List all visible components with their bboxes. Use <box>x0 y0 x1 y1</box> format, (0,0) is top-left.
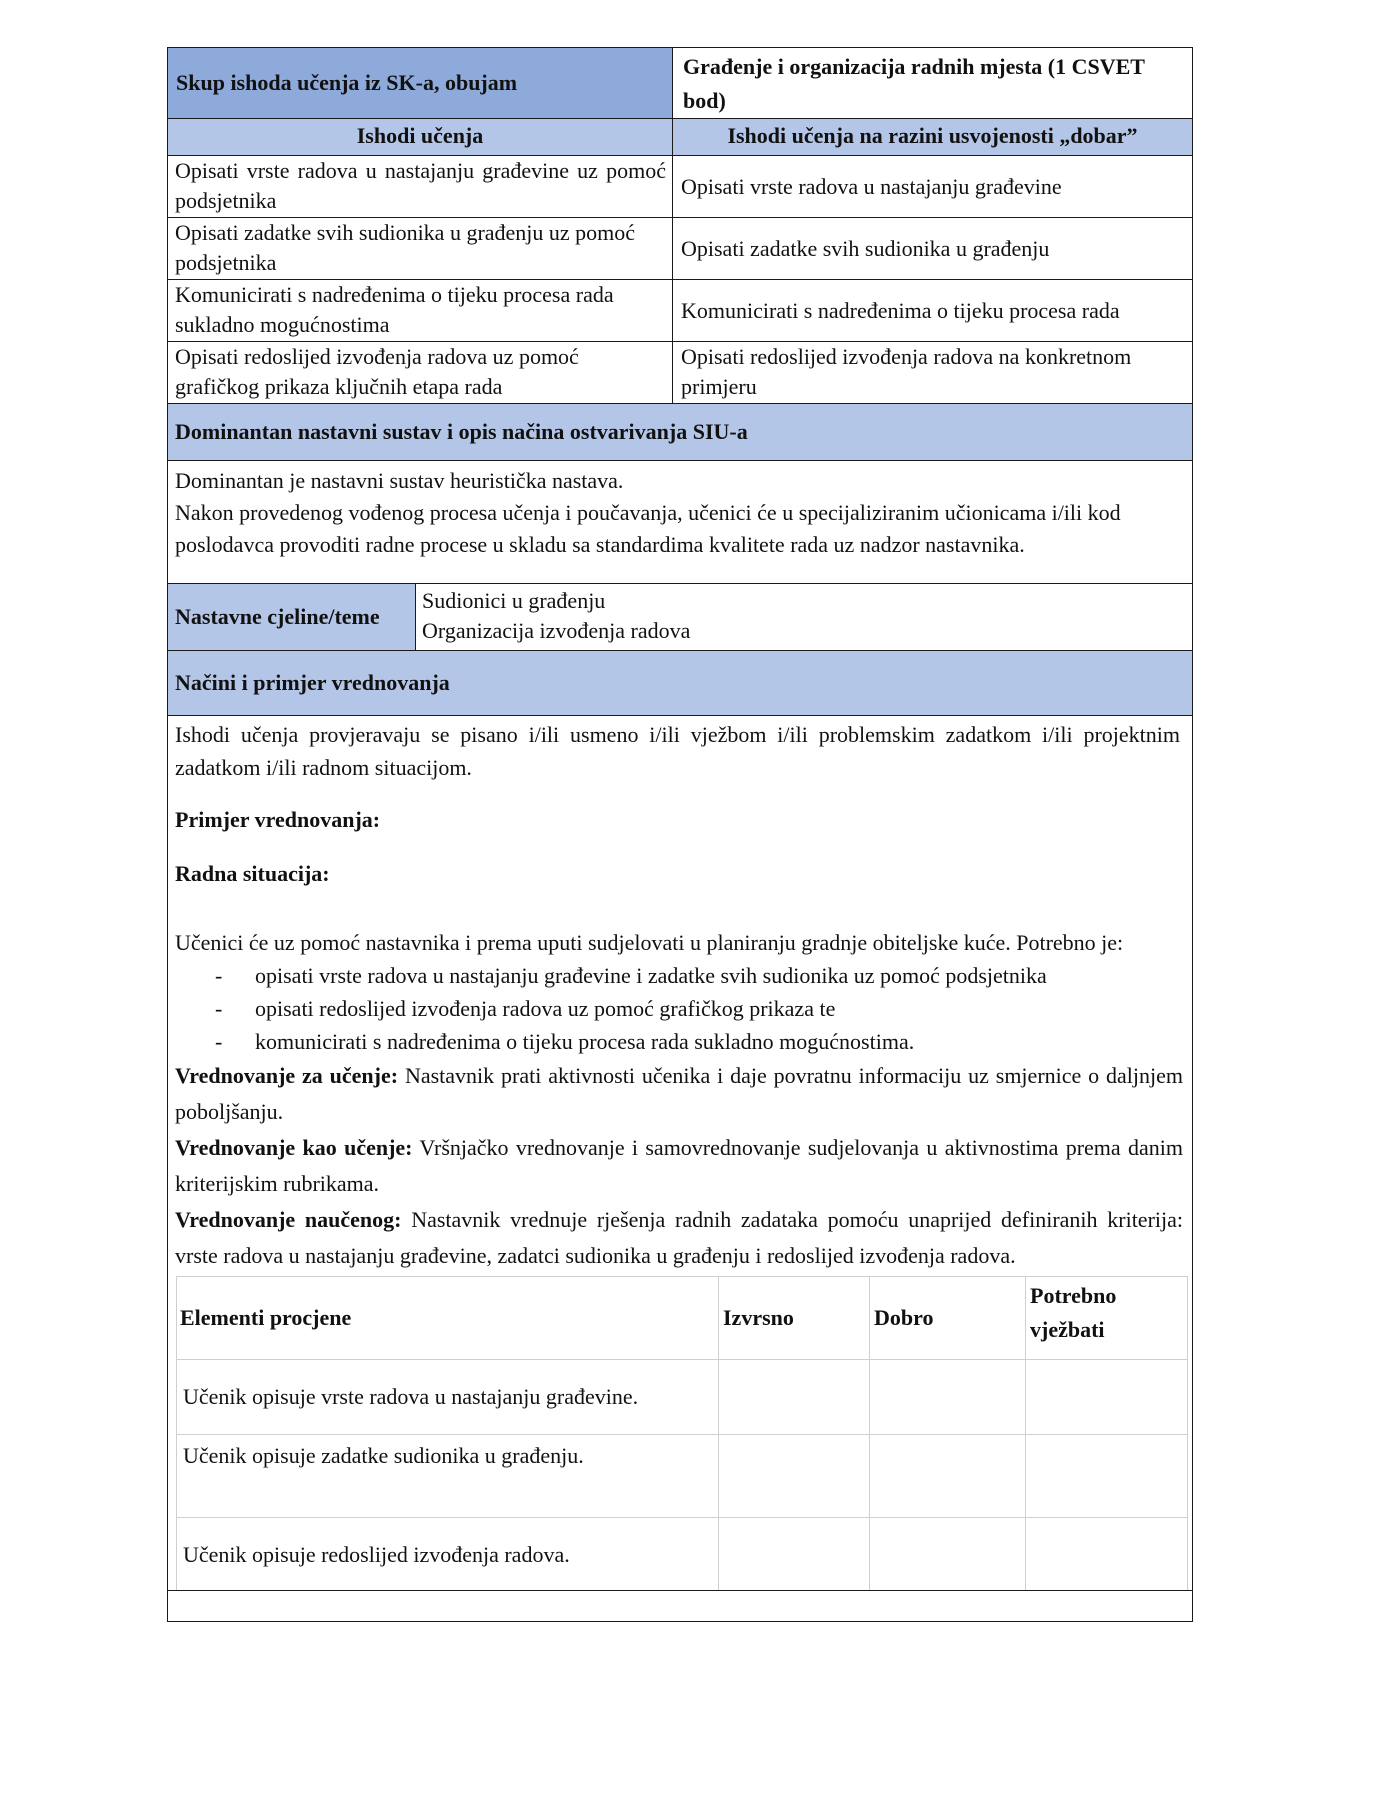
bullet-dash: - <box>215 996 223 1021</box>
rubric-header-text: Dobro <box>874 1305 934 1330</box>
evaluation-intro <box>175 718 1180 784</box>
dominant-line-2: Nakon provedenog vođenog procesa učenja i poučavanja, učenici će u specijaliziranim učionicama i/ili kod poslodavca provoditi radne procese u skladu sa standardima kvalitete rada uz nadzor nastavnika. <box>175 500 1121 557</box>
bullet-dash: - <box>215 963 223 988</box>
topic-item: Organizacija izvođenja radova <box>422 618 691 643</box>
evaluation-of-learning <box>175 1202 1183 1274</box>
outcome-good-text: Opisati vrste radova u nastajanju građevine <box>681 173 1062 199</box>
dominant-line-1: Dominantan je nastavni sustav heuristička nastava. <box>175 468 624 493</box>
rubric-row-2-element <box>176 1434 719 1518</box>
rubric-row-3-needs-practice[interactable] <box>1025 1517 1188 1591</box>
rubric-row-1-excellent[interactable] <box>718 1359 870 1435</box>
situation-text <box>175 926 1185 959</box>
bullet-text: opisati vrste radova u nastajanju građevine i zadatke svih sudionika uz pomoć podsjetnika <box>255 963 1047 988</box>
outcomes-col-left-header <box>167 118 673 156</box>
outcome-text: Opisati vrste radova u nastajanju građevine uz pomoć podsjetnika <box>175 158 666 213</box>
bullet-text: komunicirati s nadređenima o tijeku procesa rada sukladno mogućnostima. <box>255 1029 915 1054</box>
situation-title-text: Radna situacija: <box>175 861 330 886</box>
bullet-dash: - <box>215 1029 223 1054</box>
rubric-row-1-good[interactable] <box>869 1359 1026 1435</box>
rubric-row-2-needs-practice[interactable] <box>1025 1434 1188 1518</box>
of-learning-label: Vrednovanje naučenog: <box>175 1207 402 1232</box>
bullet-item <box>175 1025 1185 1058</box>
outcome-row-2-left <box>167 217 673 280</box>
rubric-row-2-excellent[interactable] <box>718 1434 870 1518</box>
rubric-header-elements <box>176 1276 719 1360</box>
situation-text-content: Učenici će uz pomoć nastavnika i prema uputi sudjelovati u planiranju gradnje obiteljske kuće. Potrebno je: <box>175 930 1124 955</box>
dominant-body <box>167 460 1193 584</box>
bullet-list <box>175 959 1185 1058</box>
rubric-header-text: Potrebno vježbati <box>1030 1283 1117 1342</box>
for-learning-text: Nastavnik prati aktivnosti učenika i daje povratnu informaciju uz smjernice o daljnjem poboljšanju. <box>175 1063 1183 1124</box>
evaluation-header <box>167 650 1193 716</box>
rubric-element-text: Učenik opisuje zadatke sudionika u građenju. <box>183 1443 584 1468</box>
example-title-text: Primjer vrednovanja: <box>175 807 381 832</box>
outcome-row-1-left <box>167 155 673 218</box>
outcome-good-text: Opisati redoslijed izvođenja radova na konkretnom primjeru <box>681 344 1132 399</box>
dominant-header <box>167 403 1193 461</box>
rubric-row-1-element <box>176 1359 719 1435</box>
rubric-header-needs-practice <box>1025 1276 1188 1360</box>
rubric-element-text: Učenik opisuje vrste radova u nastajanju građevine. <box>183 1384 639 1409</box>
dominant-header-label: Dominantan nastavni sustav i opis načina ostvarivanja SIU-a <box>175 419 748 444</box>
rubric-row-1-needs-practice[interactable] <box>1025 1359 1188 1435</box>
outcome-row-4-left <box>167 341 673 404</box>
rubric-header-excellent <box>718 1276 870 1360</box>
evaluation-header-label: Načini i primjer vrednovanja <box>175 670 450 695</box>
evaluation-intro-text: Ishodi učenja provjeravaju se pisano i/ili usmeno i/ili vježbom i/ili problemskim zadatkom i/ili projektnim zadatkom i/ili radnom situacijom. <box>175 722 1180 780</box>
top-label: Skup ishoda učenja iz SK-a, obujam <box>176 70 518 95</box>
col-left-label: Ishodi učenja <box>356 123 484 148</box>
outcome-row-3-left <box>167 279 673 342</box>
evaluation-as-learning <box>175 1130 1183 1202</box>
outcome-row-4-right <box>672 341 1193 404</box>
outcome-text: Komunicirati s nadređenima o tijeku procesa rada sukladno mogućnostima <box>175 282 614 337</box>
outcome-text: Opisati zadatke svih sudionika u građenju uz pomoć podsjetnika <box>175 220 636 275</box>
evaluation-body <box>167 715 1193 1591</box>
evaluation-for-learning <box>175 1058 1183 1130</box>
top-value: Građenje i organizacija radnih mjesta (1 CSVET bod) <box>683 54 1145 113</box>
bullet-item <box>175 992 1185 1025</box>
for-learning-label: Vrednovanje za učenje: <box>175 1063 399 1088</box>
outcome-row-2-right <box>672 217 1193 280</box>
rubric-element-text: Učenik opisuje redoslijed izvođenja radova. <box>183 1542 570 1567</box>
empty-footer-row <box>167 1590 1193 1622</box>
col-right-label: Ishodi učenja na razini usvojenosti „dobar” <box>727 123 1138 148</box>
situation-title <box>175 858 330 890</box>
outcome-good-text: Opisati zadatke svih sudionika u građenju <box>681 235 1050 261</box>
bullet-item <box>175 959 1185 992</box>
outcome-row-1-right <box>672 155 1193 218</box>
topics-label: Nastavne cjeline/teme <box>175 604 380 629</box>
as-learning-label: Vrednovanje kao učenje: <box>175 1135 413 1160</box>
outcomes-col-right-header <box>672 118 1193 156</box>
top-label-cell <box>167 47 673 119</box>
rubric-row-3-element <box>176 1517 719 1591</box>
rubric-header-text: Izvrsno <box>723 1305 794 1330</box>
rubric-row-3-good[interactable] <box>869 1517 1026 1591</box>
top-value-cell <box>672 47 1193 119</box>
rubric-header-text: Elementi procjene <box>180 1305 352 1330</box>
rubric-header-good <box>869 1276 1026 1360</box>
bullet-text: opisati redoslijed izvođenja radova uz pomoć grafičkog prikaza te <box>255 996 836 1021</box>
topic-item: Sudionici u građenju <box>422 588 606 613</box>
topics-label-cell <box>167 583 416 651</box>
outcome-text: Opisati redoslijed izvođenja radova uz pomoć grafičkog prikaza ključnih etapa rada <box>175 344 579 399</box>
example-title <box>175 804 380 836</box>
outcome-good-text: Komunicirati s nadređenima o tijeku procesa rada <box>681 297 1120 323</box>
rubric-row-2-good[interactable] <box>869 1434 1026 1518</box>
of-learning-text: Nastavnik vrednuje rješenja radnih zadataka pomoću unaprijed definiranih kriterija: vrste radova u nastajanju građevine, zadatci sudionika u građenju i redoslijed izvođenja radova. <box>175 1207 1184 1268</box>
topics-list <box>415 583 1193 651</box>
outcome-row-3-right <box>672 279 1193 342</box>
rubric-row-3-excellent[interactable] <box>718 1517 870 1591</box>
as-learning-text: Vršnjačko vrednovanje i samovrednovanje sudjelovanja u aktivnostima prema danim kriterijskim rubrikama. <box>175 1135 1183 1196</box>
